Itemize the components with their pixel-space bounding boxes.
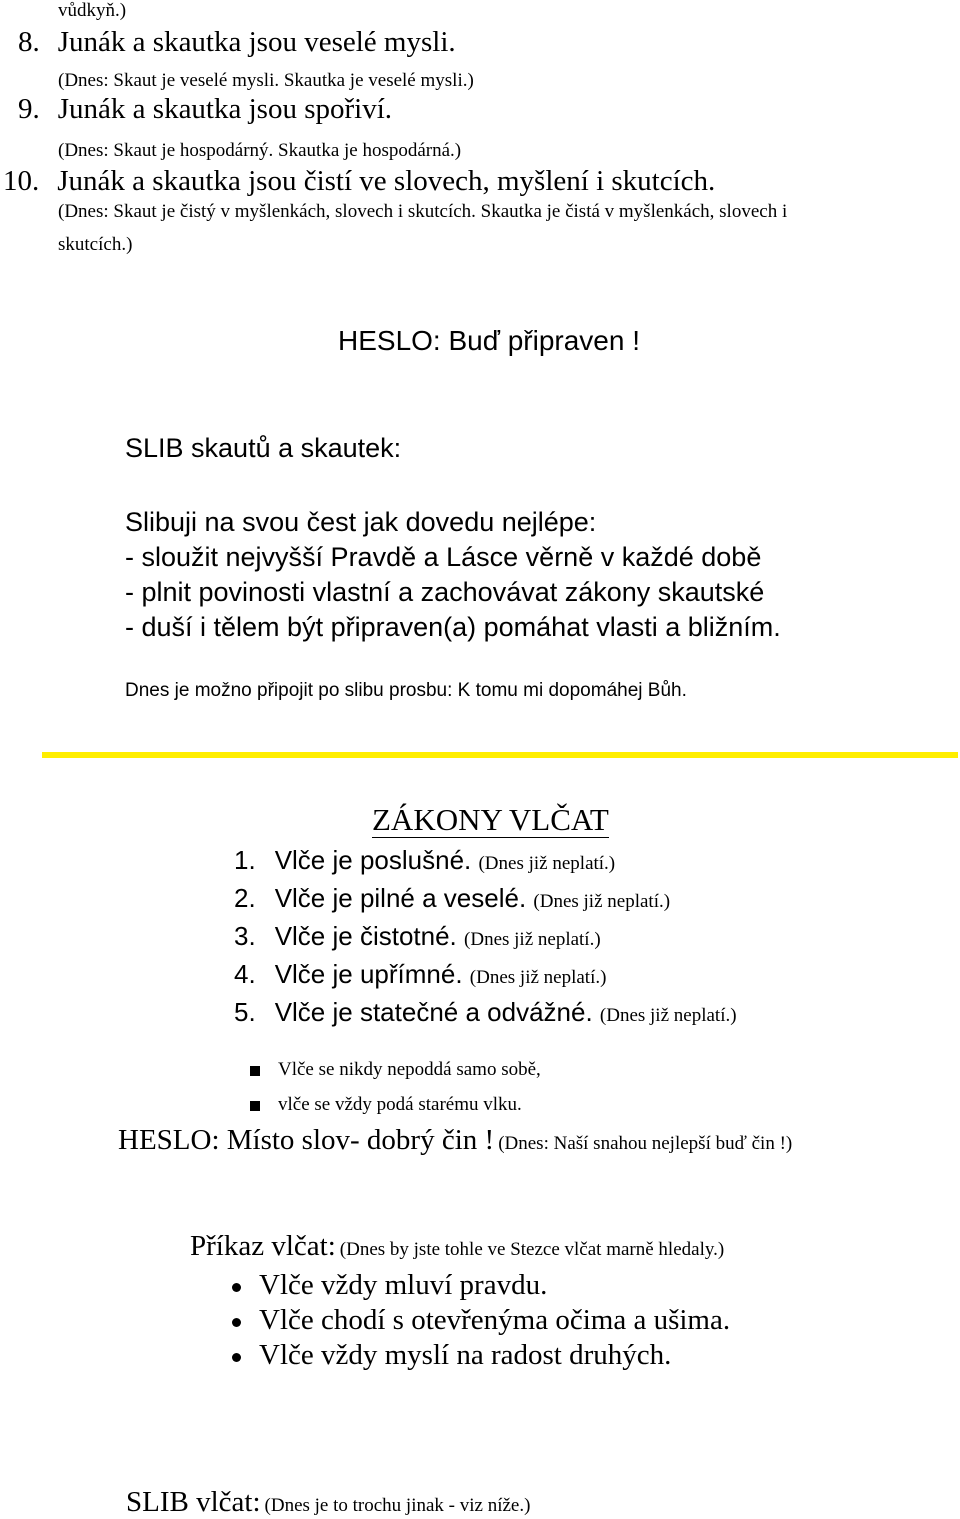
prikaz-item-text: Vlče vždy myslí na radost druhých. [259,1339,672,1371]
bullet-dot-icon [232,1353,241,1362]
slib-line: - duší i tělem být připraven(a) pomáhat vlasti a bližním. [125,612,781,642]
law-8 [18,26,456,59]
prikaz-title: Příkaz vlčat: [190,1230,336,1262]
law-10 [3,165,715,198]
prikaz-list [232,1268,730,1373]
slib-text [125,505,781,645]
cub-law-item [234,919,737,957]
prikaz-note: (Dnes by jste tohle ve Stezce vlčat marně hledaly.) [339,1239,725,1260]
cub-law-item [234,843,737,881]
cub-law-text: Vlče je statečné a odvážné. [274,997,593,1027]
cub-law-item [234,881,737,919]
square-bullet-text: Vlče se nikdy nepoddá samo sobě, [278,1059,541,1080]
yellow-divider [42,752,958,758]
law-number: 9. [18,93,40,125]
cub-law-note: (Dnes již neplatí.) [478,853,616,874]
law-10-note-line2: skutcích.) [58,234,133,255]
prikaz-item [232,1338,730,1373]
cub-laws-title [372,802,609,838]
law-number: 10. [3,165,40,197]
prikaz-item [232,1303,730,1338]
square-bullet-icon [250,1101,260,1111]
law-10-note-line1: (Dnes: Skaut je čistý v myšlenkách, slovech i skutcích. Skautka je čistá v myšlenkách, slovech i [58,201,788,222]
square-bullet-item [250,1094,522,1116]
slib-vlcat-title: SLIB vlčat: [126,1486,261,1518]
law-text: Junák a skautka jsou čistí ve slovech, myšlení i skutcích. [57,165,716,197]
slib-line: - plnit povinosti vlastní a zachovávat zákony skautské [125,577,765,607]
prikaz-item-text: Vlče chodí s otevřenýma očima a ušima. [259,1304,731,1336]
heslo-cubs [118,1124,792,1157]
cub-law-number: 3. [234,921,256,951]
bullet-dot-icon [232,1283,241,1292]
cub-law-item [234,995,737,1033]
cub-law-text: Vlče je čistotné. [274,921,457,951]
prikaz-heading [190,1230,724,1263]
law-text: Junák a skautka jsou spořiví. [57,93,393,125]
cub-laws-list [234,843,737,1033]
cub-law-note: (Dnes již neplatí.) [599,1005,737,1026]
cub-law-note: (Dnes již neplatí.) [464,929,601,950]
heslo-cubs-note: (Dnes: Naší snahou nejlepší buď čin !) [498,1133,793,1154]
law-8-note: (Dnes: Skaut je veselé mysli. Skautka je veselé mysli.) [58,70,474,91]
slib-line: Slibuji na svou čest jak dovedu nejlépe: [125,507,597,537]
slib-line: - sloužit nejvyšší Pravdě a Lásce věrně v každé době [125,542,762,572]
cub-law-number: 4. [234,959,256,989]
slib-vlcat-note: (Dnes je to trochu jinak - viz níže.) [264,1495,531,1516]
continued-text: vůdkyň.) [58,0,127,21]
square-bullet-text: vlče se vždy podá starému vlku. [278,1094,522,1115]
cub-law-number: 5. [234,997,256,1027]
cub-law-note: (Dnes již neplatí.) [533,891,671,912]
cub-law-text: Vlče je poslušné. [274,845,472,875]
law-9 [18,93,392,126]
law-9-note: (Dnes: Skaut je hospodárný. Skautka je hospodárná.) [58,140,462,161]
slib-note: Dnes je možno připojit po slibu prosbu: K tomu mi dopomáhej Bůh. [125,680,687,701]
law-number: 8. [18,26,40,58]
prikaz-item-text: Vlče vždy mluví pravdu. [259,1269,548,1301]
cub-laws-title-text: ZÁKONY VLČAT [372,802,609,837]
bullet-dot-icon [232,1318,241,1327]
heslo-cubs-text: HESLO: Místo slov- dobrý čin ! [118,1124,495,1156]
square-bullet-icon [250,1066,260,1076]
heslo-scouts: HESLO: Buď připraven ! [338,325,641,356]
law-text: Junák a skautka jsou veselé mysli. [57,26,456,58]
cub-law-number: 1. [234,845,256,875]
square-bullet-item [250,1059,541,1081]
slib-title: SLIB skautů a skautek: [125,433,402,463]
cub-law-number: 2. [234,883,256,913]
cub-law-text: Vlče je upřímné. [274,959,463,989]
cub-law-item [234,957,737,995]
cub-law-text: Vlče je pilné a veselé. [274,883,527,913]
slib-vlcat-heading [126,1486,530,1519]
cub-law-note: (Dnes již neplatí.) [469,967,607,988]
prikaz-item [232,1268,730,1303]
